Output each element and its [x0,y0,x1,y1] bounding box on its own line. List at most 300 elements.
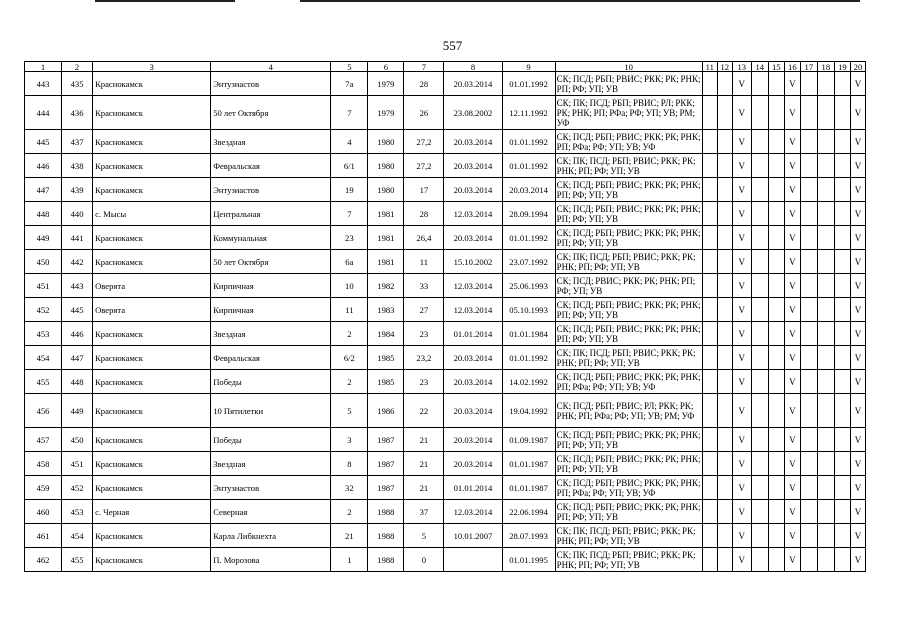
table-row [25,370,866,394]
privatization-date-cell: 01.01.1992 [502,346,555,370]
mark-cell-15 [768,346,784,370]
object-number-cell: 448 [62,370,93,394]
survey-date-cell: 12.03.2014 [444,274,502,298]
locality-cell: Краснокамск [93,524,211,548]
object-number-cell: 437 [62,130,93,154]
locality-cell: Краснокамск [93,452,211,476]
mark-cell-15 [768,298,784,322]
year-built-cell: 1988 [368,500,404,524]
mark-cell-18 [817,130,834,154]
mark-cell-11 [702,322,717,346]
mark-cell-20: V [850,274,865,298]
column-header-8: 8 [444,62,502,72]
street-cell: Энтузиастов [211,476,331,500]
mark-cell-11 [702,130,717,154]
mark-cell-19 [834,548,850,572]
mark-cell-20: V [850,548,865,572]
object-number-cell: 446 [62,322,93,346]
work-types-cell: СК; ПСД; РБП; РВИС; РКК; РК; РНК; РП; РФ; УП; УВ [556,501,701,522]
mark-cell-11 [702,154,717,178]
locality-cell: Краснокамск [93,154,211,178]
wear-percent-cell: 28 [404,202,444,226]
house-number-cell: 10 [331,274,368,298]
work-types-cell: СК; ПСД; РБП; РВИС; РКК; РК; РНК; РП; РФ; УП; УВ [556,73,701,94]
year-built-cell: 1979 [368,72,404,96]
mark-cell-18 [817,548,834,572]
mark-cell-16: V [784,346,800,370]
mark-cell-12 [717,394,732,428]
mark-cell-20: V [850,250,865,274]
table-row [25,226,866,250]
survey-date-cell: 20.03.2014 [444,72,502,96]
survey-date-cell: 10.01.2007 [444,524,502,548]
house-number-cell: 5 [331,394,368,428]
mark-cell-13: V [732,548,751,572]
locality-cell: Краснокамск [93,250,211,274]
table-row [25,346,866,370]
mark-cell-11 [702,524,717,548]
mark-cell-18 [817,154,834,178]
house-number-cell: 6а [331,250,368,274]
mark-cell-19 [834,298,850,322]
privatization-date-cell: 28.07.1993 [502,524,555,548]
privatization-date-cell: 14.02.1992 [502,370,555,394]
street-cell: Звездная [211,130,331,154]
privatization-date-cell: 01.01.1992 [502,154,555,178]
mark-cell-12 [717,130,732,154]
wear-percent-cell: 26,4 [404,226,444,250]
mark-cell-20: V [850,370,865,394]
mark-cell-16: V [784,72,800,96]
year-built-cell: 1988 [368,548,404,572]
table-row [25,178,866,202]
locality-cell: Краснокамск [93,72,211,96]
mark-cell-18 [817,452,834,476]
work-types-cell: СК; ПСД; РБП; РВИС; РКК; РК; РНК; РП; РФ; УП; УВ [556,227,701,248]
locality-cell: Оверята [93,274,211,298]
mark-cell-14 [751,394,768,428]
street-cell: Северная [211,500,331,524]
house-number-cell: 2 [331,322,368,346]
mark-cell-15 [768,322,784,346]
mark-cell-16: V [784,452,800,476]
privatization-date-cell: 01.01.1987 [502,452,555,476]
mark-cell-20: V [850,524,865,548]
mark-cell-19 [834,226,850,250]
privatization-date-cell: 01.01.1995 [502,548,555,572]
mark-cell-19 [834,524,850,548]
table-row [25,394,866,428]
mark-cell-13: V [732,154,751,178]
mark-cell-20: V [850,346,865,370]
table-row [25,524,866,548]
column-header-2: 2 [62,62,93,72]
mark-cell-16: V [784,322,800,346]
mark-cell-20: V [850,394,865,428]
mark-cell-11 [702,548,717,572]
street-cell: 50 лет Октября [211,250,331,274]
mark-cell-18 [817,250,834,274]
wear-percent-cell: 17 [404,178,444,202]
table-row [25,452,866,476]
row-number-cell: 451 [25,274,62,298]
street-cell: Победы [211,428,331,452]
mark-cell-15 [768,72,784,96]
mark-cell-15 [768,154,784,178]
mark-cell-13: V [732,202,751,226]
survey-date-cell: 01.01.2014 [444,322,502,346]
mark-cell-17 [800,178,817,202]
mark-cell-20: V [850,178,865,202]
privatization-date-cell: 22.06.1994 [502,500,555,524]
mark-cell-11 [702,476,717,500]
mark-cell-17 [800,524,817,548]
column-header-12: 12 [717,62,732,72]
mark-cell-15 [768,452,784,476]
wear-percent-cell: 28 [404,72,444,96]
mark-cell-16: V [784,298,800,322]
mark-cell-18 [817,298,834,322]
column-header-20: 20 [850,62,865,72]
row-number-cell: 457 [25,428,62,452]
mark-cell-19 [834,96,850,130]
table-row [25,96,866,130]
mark-cell-12 [717,178,732,202]
year-built-cell: 1981 [368,202,404,226]
year-built-cell: 1985 [368,346,404,370]
mark-cell-18 [817,346,834,370]
object-number-cell: 443 [62,274,93,298]
object-number-cell: 436 [62,96,93,130]
privatization-date-cell: 23.07.1992 [502,250,555,274]
survey-date-cell: 20.03.2014 [444,428,502,452]
mark-cell-18 [817,322,834,346]
mark-cell-20: V [850,154,865,178]
mark-cell-18 [817,178,834,202]
mark-cell-18 [817,274,834,298]
mark-cell-19 [834,346,850,370]
row-number-cell: 443 [25,72,62,96]
mark-cell-15 [768,226,784,250]
wear-percent-cell: 26 [404,96,444,130]
row-number-cell: 454 [25,346,62,370]
wear-percent-cell: 23,2 [404,346,444,370]
mark-cell-12 [717,298,732,322]
row-number-cell: 444 [25,96,62,130]
row-number-cell: 461 [25,524,62,548]
house-number-cell: 7 [331,96,368,130]
mark-cell-13: V [732,96,751,130]
column-header-13: 13 [732,62,751,72]
survey-date-cell: 20.03.2014 [444,154,502,178]
privatization-date-cell: 01.01.1984 [502,322,555,346]
row-number-cell: 455 [25,370,62,394]
object-number-cell: 452 [62,476,93,500]
privatization-date-cell: 12.11.1992 [502,96,555,130]
mark-cell-20: V [850,130,865,154]
mark-cell-16: V [784,500,800,524]
mark-cell-14 [751,72,768,96]
object-number-cell: 447 [62,346,93,370]
mark-cell-11 [702,250,717,274]
mark-cell-13: V [732,370,751,394]
column-header-9: 9 [502,62,555,72]
street-cell: Звездная [211,452,331,476]
mark-cell-12 [717,452,732,476]
house-number-cell: 32 [331,476,368,500]
wear-percent-cell: 27,2 [404,130,444,154]
mark-cell-15 [768,130,784,154]
house-number-cell: 21 [331,524,368,548]
table-row [25,298,866,322]
street-cell: Февральская [211,346,331,370]
wear-percent-cell: 33 [404,274,444,298]
column-header-19: 19 [834,62,850,72]
mark-cell-15 [768,370,784,394]
privatization-date-cell: 20.03.2014 [502,178,555,202]
work-types-cell: СК; ПСД; РВИС; РКК; РК; РНК; РП; РФ; УП; УВ [555,274,702,298]
house-number-cell: 6/2 [331,346,368,370]
privatization-date-cell: 28.09.1994 [502,202,555,226]
work-types-cell: СК; ПСД; РБП; РВИС; РКК; РК; РНК; РП; РФ; УП; УВ [556,453,701,474]
mark-cell-12 [717,548,732,572]
year-built-cell: 1987 [368,476,404,500]
mark-cell-20: V [850,96,865,130]
object-number-cell: 454 [62,524,93,548]
mark-cell-12 [717,500,732,524]
wear-percent-cell: 23 [404,322,444,346]
work-types-cell: СК; ПСД; РБП; РВИС; РКК; РК; РНК; РП; РФ; УП; УВ [556,299,701,320]
survey-date-cell [444,548,502,572]
row-number-cell: 448 [25,202,62,226]
locality-cell: Краснокамск [93,428,211,452]
mark-cell-11 [702,370,717,394]
column-header-18: 18 [817,62,834,72]
object-number-cell: 435 [62,72,93,96]
wear-percent-cell: 22 [404,394,444,428]
mark-cell-14 [751,322,768,346]
year-built-cell: 1984 [368,322,404,346]
street-cell: Энтузиастов [211,178,331,202]
mark-cell-18 [817,500,834,524]
mark-cell-20: V [850,476,865,500]
wear-percent-cell: 5 [404,524,444,548]
mark-cell-13: V [732,226,751,250]
mark-cell-19 [834,394,850,428]
house-number-cell: 7 [331,202,368,226]
locality-cell: с. Черная [93,500,211,524]
street-cell: 50 лет Октября [211,96,331,130]
mark-cell-15 [768,96,784,130]
mark-cell-19 [834,428,850,452]
mark-cell-19 [834,154,850,178]
mark-cell-11 [702,346,717,370]
mark-cell-19 [834,250,850,274]
mark-cell-14 [751,346,768,370]
mark-cell-17 [800,202,817,226]
survey-date-cell: 20.03.2014 [444,178,502,202]
work-types-cell: СК; ПК; ПСД; РБП; РВИС; РКК; РК; РНК; РП; РФ; УП; УВ [555,250,702,274]
column-header-15: 15 [768,62,784,72]
table-row [25,250,866,274]
mark-cell-16: V [784,428,800,452]
mark-cell-16: V [784,548,800,572]
street-cell: Центральная [211,202,331,226]
house-number-cell: 7а [331,72,368,96]
mark-cell-12 [717,322,732,346]
mark-cell-16: V [784,394,800,428]
house-number-cell: 19 [331,178,368,202]
object-number-cell: 440 [62,202,93,226]
survey-date-cell: 15.10.2002 [444,250,502,274]
mark-cell-19 [834,130,850,154]
street-cell: Карла Либкнехта [211,524,331,548]
mark-cell-13: V [732,346,751,370]
row-number-cell: 445 [25,130,62,154]
mark-cell-13: V [732,500,751,524]
work-types-cell: СК; ПСД; РБП; РВИС; РКК; РК; РНК; РП; РФа; РФ; УП; УВ; УФ [556,131,701,152]
mark-cell-18 [817,226,834,250]
work-types-cell: СК; ПСД; РБП; РВИС; РКК; РК; РНК; РП; РФа; РФ; УП; УВ; УФ [556,477,701,498]
house-number-cell: 23 [331,226,368,250]
mark-cell-17 [800,452,817,476]
street-cell: Кирпичная [211,298,331,322]
mark-cell-16: V [784,226,800,250]
mark-cell-17 [800,154,817,178]
privatization-date-cell: 25.06.1993 [502,274,555,298]
mark-cell-19 [834,274,850,298]
table-row [25,500,866,524]
mark-cell-14 [751,274,768,298]
mark-cell-14 [751,226,768,250]
mark-cell-19 [834,202,850,226]
mark-cell-16: V [784,96,800,130]
wear-percent-cell: 21 [404,476,444,500]
survey-date-cell: 01.01.2014 [444,476,502,500]
mark-cell-18 [817,370,834,394]
mark-cell-17 [800,226,817,250]
scan-top-line-left [95,0,235,2]
column-header-6: 6 [368,62,404,72]
mark-cell-15 [768,476,784,500]
mark-cell-14 [751,178,768,202]
row-number-cell: 449 [25,226,62,250]
street-cell: Кирпичная [211,274,331,298]
mark-cell-12 [717,428,732,452]
year-built-cell: 1980 [368,178,404,202]
object-number-cell: 455 [62,548,93,572]
mark-cell-14 [751,130,768,154]
mark-cell-11 [702,178,717,202]
work-types-cell: СК; ПК; ПСД; РБП; РВИС; РКК; РК; РНК; РП; РФ; УП; УВ [555,548,702,572]
row-number-cell: 458 [25,452,62,476]
privatization-date-cell: 19.04.1992 [502,394,555,428]
locality-cell: Краснокамск [93,130,211,154]
mark-cell-19 [834,370,850,394]
mark-cell-20: V [850,72,865,96]
street-cell: Февральская [211,154,331,178]
year-built-cell: 1981 [368,250,404,274]
mark-cell-19 [834,72,850,96]
row-number-cell: 452 [25,298,62,322]
mark-cell-13: V [732,274,751,298]
wear-percent-cell: 11 [404,250,444,274]
mark-cell-16: V [784,178,800,202]
mark-cell-17 [800,346,817,370]
mark-cell-17 [800,298,817,322]
locality-cell: Краснокамск [93,394,211,428]
mark-cell-13: V [732,452,751,476]
year-built-cell: 1985 [368,370,404,394]
mark-cell-14 [751,428,768,452]
mark-cell-13: V [732,476,751,500]
column-header-7: 7 [404,62,444,72]
street-cell: Победы [211,370,331,394]
mark-cell-14 [751,500,768,524]
mark-cell-12 [717,96,732,130]
work-types-cell: СК; ПК; ПСД; РБП; РВИС; РЛ; РКК; РК; РНК; РП; РФа; РФ; УП; УВ; РМ; УФ [555,96,702,130]
mark-cell-11 [702,394,717,428]
privatization-date-cell: 01.01.1992 [502,226,555,250]
mark-cell-12 [717,346,732,370]
wear-percent-cell: 0 [404,548,444,572]
row-number-cell: 462 [25,548,62,572]
locality-cell: Краснокамск [93,548,211,572]
mark-cell-16: V [784,130,800,154]
mark-cell-17 [800,130,817,154]
mark-cell-13: V [732,394,751,428]
work-types-cell: СК; ПСД; РБП; РВИС; РКК; РК; РНК; РП; РФ; УП; УВ [556,429,701,450]
survey-date-cell: 23.08.2002 [444,96,502,130]
locality-cell: с. Мысы [93,202,211,226]
locality-cell: Краснокамск [93,476,211,500]
mark-cell-13: V [732,130,751,154]
house-number-cell: 2 [331,370,368,394]
table-body [25,72,866,572]
survey-date-cell: 12.03.2014 [444,298,502,322]
mark-cell-17 [800,370,817,394]
mark-cell-13: V [732,428,751,452]
house-number-cell: 3 [331,428,368,452]
row-number-cell: 446 [25,154,62,178]
year-built-cell: 1980 [368,130,404,154]
mark-cell-13: V [732,250,751,274]
survey-date-cell: 20.03.2014 [444,370,502,394]
mark-cell-16: V [784,154,800,178]
year-built-cell: 1979 [368,96,404,130]
mark-cell-13: V [732,524,751,548]
header-row [25,62,866,72]
mark-cell-11 [702,202,717,226]
privatization-date-cell: 01.09.1987 [502,428,555,452]
mark-cell-11 [702,226,717,250]
mark-cell-11 [702,72,717,96]
mark-cell-15 [768,524,784,548]
mark-cell-11 [702,274,717,298]
object-number-cell: 451 [62,452,93,476]
table-header [25,62,866,72]
locality-cell: Оверята [93,298,211,322]
mark-cell-20: V [850,500,865,524]
locality-cell: Краснокамск [93,178,211,202]
column-header-4: 4 [211,62,331,72]
table-row [25,322,866,346]
survey-date-cell: 12.03.2014 [444,500,502,524]
mark-cell-18 [817,524,834,548]
house-number-cell: 2 [331,500,368,524]
year-built-cell: 1988 [368,524,404,548]
mark-cell-18 [817,476,834,500]
